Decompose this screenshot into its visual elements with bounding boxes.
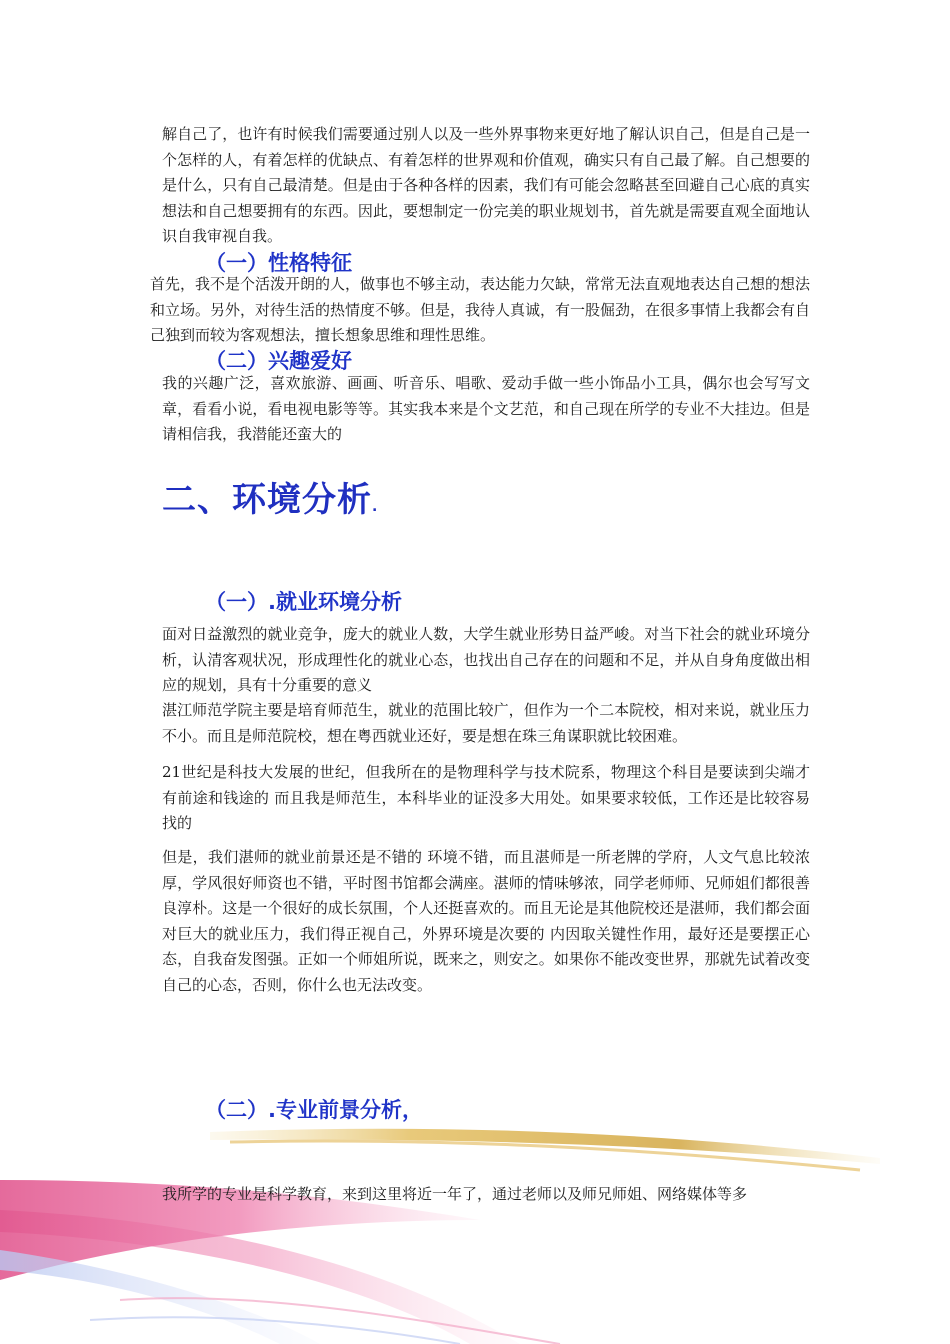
- hobbies-heading: （二）兴趣爱好: [205, 349, 352, 373]
- section-title-suffix: .: [372, 499, 379, 515]
- employment-paragraph-1: 面对日益激烈的就业竞争，庞大的就业人数，大学生就业形势日益严峻。对当下社会的就业环境分析，认清客观状况，形成理性化的就业心态，也找出自己存在的问题和不足，并从自身角度做出相应的规划，具有十分重要的意义: [162, 625, 810, 694]
- employment-paragraph-2: 湛江师范学院主要是培育师范生，就业的范围比较广，但作为一个二本院校，相对来说，就业压力不小。而且是师范院校，想在粤西就业还好，要是想在珠三角谋职就比较困难。: [162, 701, 810, 745]
- employment-paragraph-3: 21世纪是科技大发展的世纪，但我所在的是物理科学与技术院系，物理这个科目是要读到尖端才有前途和钱途的 而且我是师范生，本科毕业的证没多大用处。如果要求较低，工作还是比较容易找的: [162, 763, 810, 832]
- section-title-text: 二、环境分析: [162, 480, 372, 520]
- employment-paragraph-4: 但是，我们湛师的就业前景还是不错的 环境不错，而且湛师是一所老牌的学府，人文气息比较浓厚，学风很好师资也不错，平时图书馆都会满座。湛师的情味够浓，同学老师师、兄师姐们都很善良淳朴。这是一个很好的成长氛围，个人还挺喜欢的。而且无论是其他院校还是湛师，我们都会面对巨大的就业压力，我们得正视自己，外界环境是次要的 内因取关键性作用，最好还是要摆正心态，自我奋发图强。正如一个师姐所说，既来之，则安之。如果你不能改变世界，那就先试着改变自己的心态，否则，你什么也无法改变。: [162, 848, 810, 994]
- intro-paragraph: 解自己了，也许有时候我们需要通过别人以及一些外界事物来更好地了解认识自己，但是自己是一个怎样的人，有着怎样的优缺点、有着怎样的世界观和价值观，确实只有自己最了解。自己想要的是什么，只有自己最清楚。但是由于各种各样的因素，我们有可能会忽略甚至回避自己心底的真实想法和自己想要拥有的东西。因此，要想制定一份完美的职业规划书，首先就是需要直观全面地认识自我审视自我。: [162, 125, 810, 245]
- section-title-environment: [162, 472, 378, 521]
- major-heading: （二）.专业前景分析，: [205, 1098, 423, 1122]
- personality-paragraph: 首先，我不是个活泼开朗的人，做事也不够主动，表达能力欠缺，常常无法直观地表达自己想的想法和立场。另外，对待生活的热情度不够。但是，我待人真诚，有一股倔劲，在很多事情上我都会有自己独到而较为客观想法，擅长想象思维和理性思维。: [150, 275, 811, 344]
- hobbies-paragraph: 我的兴趣广泛，喜欢旅游、画画、听音乐、唱歌、爱动手做一些小饰品小工具，偶尔也会写写文章，看看小说，看电视电影等等。其实我本来是个文艺范，和自己现在所学的专业不大挂边。但是请相信我，我潜能还蛮大的: [162, 374, 810, 443]
- personality-heading: （一）性格特征: [205, 251, 352, 275]
- decorative-ribbon: [0, 1120, 950, 1344]
- employment-heading: （一）.就业环境分析: [205, 590, 402, 614]
- major-paragraph: 我所学的专业是科学教育，来到这里将近一年了，通过老师以及师兄师姐、网络媒体等多: [162, 1185, 748, 1203]
